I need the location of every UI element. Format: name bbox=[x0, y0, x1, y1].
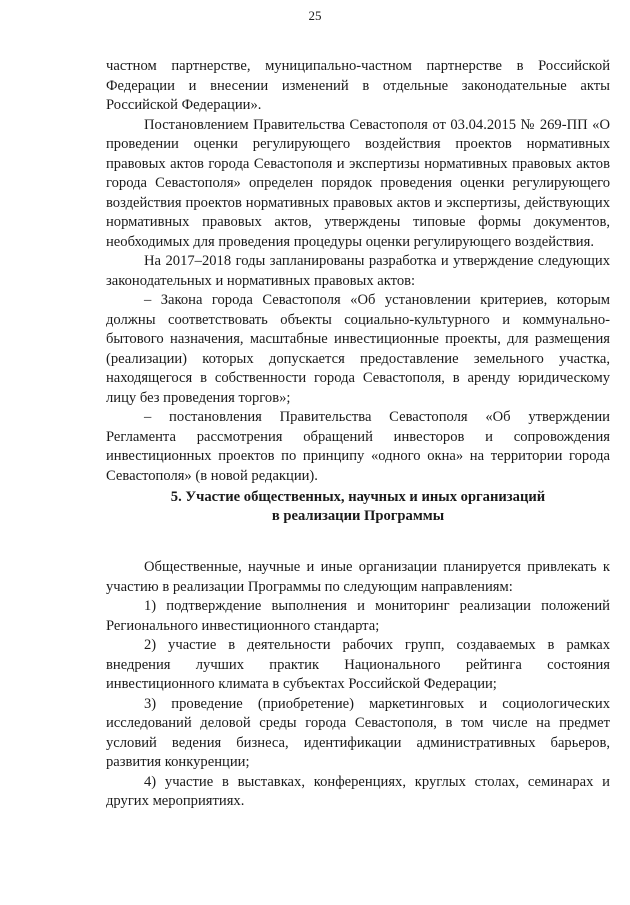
list-item: 2) участие в деятельности рабочих групп, создаваемых в рамках внедрения лучших практик Национального рейтинга состояния инвестиционного климата в субъектах Российской Федерации; bbox=[106, 637, 610, 692]
text-block-top bbox=[106, 57, 610, 486]
list-item: 4) участие в выставках, конференциях, круглых столах, семинарах и других мероприятиях. bbox=[106, 773, 610, 809]
paragraph: частном партнерстве, муниципально-частном партнерстве в Российской Федерации и внесении изменений в отдельные законодательные акты Российской Федерации». bbox=[106, 58, 610, 113]
paragraph: Постановлением Правительства Севастополя от 03.04.2015 № 269-ПП «О проведении оценки регулирующего воздействия проектов нормативных правовых актов города Севастополя и экспертизы нормативных правовых актов города Севастополя» определен порядок проведения оценки регулирующего воздействия проектов нормативных правовых актов и экспертизы, действующих нормативных правовых актов, утверждены типовые формы документов, необходимых для проведения процедуры оценки регулирующего воздействия. bbox=[106, 116, 610, 250]
paragraph: Общественные, научные и иные организации планируется привлекать к участию в реализации Программы по следующим направлениям: bbox=[106, 559, 610, 595]
paragraph: На 2017–2018 годы запланированы разработка и утверждение следующих законодательных и нормативных правовых актов: bbox=[106, 253, 610, 289]
list-item: 1) подтверждение выполнения и мониторинг реализации положений Регионального инвестиционного стандарта; bbox=[106, 598, 610, 634]
list-item: – постановления Правительства Севастополя «Об утверждении Регламента рассмотрения обращений инвесторов и сопровождения инвестиционных проектов по принципу «одного окна» на территории города Севастополя» (в новой редакции). bbox=[106, 409, 610, 484]
section-heading bbox=[106, 488, 610, 526]
list-item: – Закона города Севастополя «Об установлении критериев, которым должны соответствовать объекты социально-культурного и коммунально-бытового назначения, масштабные инвестиционные проекты, для размещения (реализации) которых допускается предоставление земельного участка, находящегося в собственности города Севастополя, в аренду юридическому лицу без проведения торгов»; bbox=[106, 292, 610, 406]
list-item: 3) проведение (приобретение) маркетинговых и социологических исследований деловой среды города Севастополя, в том числе на предмет условий ведения бизнеса, идентификации административных барьеров, развития конкуренции; bbox=[106, 695, 610, 770]
page-number: 25 bbox=[308, 8, 322, 23]
section-heading-line: 5. Участие общественных, научных и иных организаций bbox=[170, 489, 546, 505]
section-heading-line: в реализации Программы bbox=[271, 508, 445, 524]
text-block-bottom bbox=[106, 558, 610, 812]
